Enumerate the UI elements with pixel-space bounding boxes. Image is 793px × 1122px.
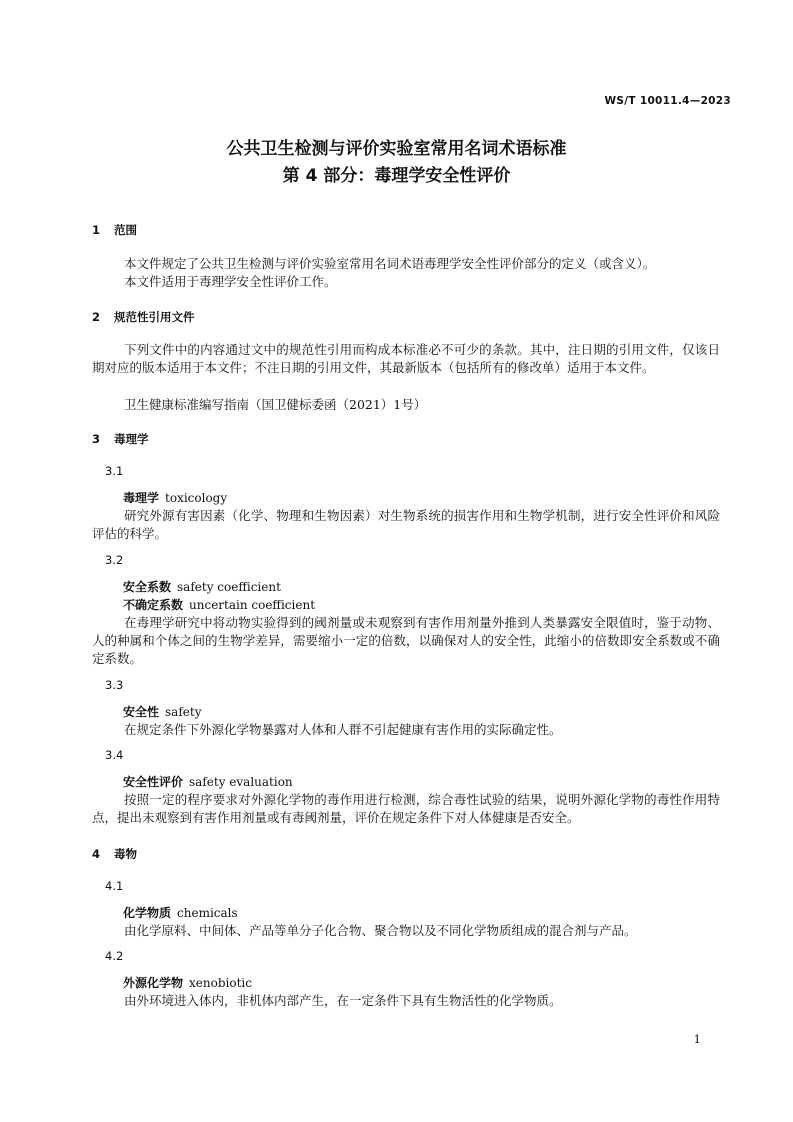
- section-number: 4: [92, 847, 101, 861]
- term-en: xenobiotic: [189, 976, 252, 990]
- entry-number: 3.3: [105, 678, 124, 692]
- section-number: 2: [92, 310, 101, 324]
- term-zh: 毒理学: [123, 491, 160, 505]
- entry-number: 4.1: [105, 879, 124, 893]
- paragraph: 下列文件中的内容通过文中的规范性引用而构成本标准必不可少的条款。其中，注日期的引用文件，仅该日期对应的版本适用于本文件；不注日期的引用文件，其最新版本（包括所有的修改单）适用于本文件。: [92, 342, 720, 375]
- term-zh: 外源化学物: [123, 976, 184, 990]
- term-en: safety: [165, 705, 202, 719]
- definition: 在毒理学研究中将动物实验得到的阈剂量或未观察到有害作用剂量外推到人类暴露安全限值时，鉴于动物、人的种属和个体之间的生物学差异，需要缩小一定的倍数，以确保对人的安全性，此缩小的倍数即安全系数或不确定系数。: [92, 615, 720, 666]
- reference-item: 卫生健康标准编写指南（国卫健标委函（2021）1号）: [124, 397, 427, 412]
- page-number: 1: [693, 1032, 701, 1046]
- section-title: 范围: [114, 223, 137, 237]
- term: [123, 489, 227, 506]
- term-en: safety coefficient: [177, 580, 281, 594]
- document-subtitle: 第 4 部分：毒理学安全性评价: [282, 166, 511, 186]
- term: [123, 703, 201, 720]
- section-heading-toxicants: [92, 846, 137, 862]
- entry-number: 3.2: [105, 553, 124, 567]
- section-number: 1: [92, 223, 101, 237]
- section-title: 毒理学: [114, 432, 149, 446]
- term: [123, 904, 238, 921]
- section-number: 3: [92, 432, 101, 446]
- entry-number: 3.4: [105, 748, 124, 762]
- entry-number: 3.1: [105, 464, 124, 478]
- document-title: 公共卫生检测与评价实验室常用名词术语标准: [226, 139, 567, 159]
- term-zh: 不确定系数: [123, 598, 184, 612]
- definition: 由化学原料、中间体、产品等单分子化合物、聚合物以及不同化学物质组成的混合剂与产品。: [124, 923, 637, 938]
- term: [123, 578, 281, 595]
- term-en: safety evaluation: [189, 775, 293, 789]
- term: [123, 773, 293, 790]
- term: [123, 974, 252, 991]
- definition: 按照一定的程序要求对外源化学物的毒作用进行检测，综合毒性试验的结果，说明外源化学物的毒性作用特点，提出未观察到有害作用剂量或有毒阈剂量，评价在规定条件下对人体健康是否安全。: [92, 792, 720, 825]
- section-title: 规范性引用文件: [114, 310, 195, 324]
- term-zh: 安全系数: [123, 580, 172, 594]
- section-heading-scope: [92, 222, 137, 238]
- entry-number: 4.2: [105, 949, 124, 963]
- paragraph: 本文件适用于毒理学安全性评价工作。: [124, 274, 337, 289]
- section-heading-normative-references: [92, 309, 195, 325]
- term-en: chemicals: [177, 906, 238, 920]
- term-en: uncertain coefficient: [189, 598, 316, 612]
- term-zh: 安全性: [123, 705, 160, 719]
- term-en: toxicology: [165, 491, 228, 505]
- standard-code: WS/T 10011.4—2023: [604, 95, 731, 107]
- section-title: 毒物: [114, 847, 137, 861]
- term-synonym: [123, 596, 315, 613]
- definition: 由外环境进入体内，非机体内部产生，在一定条件下具有生物活性的化学物质。: [124, 993, 562, 1008]
- term-zh: 化学物质: [123, 906, 172, 920]
- definition: 在规定条件下外源化学物暴露对人体和人群不引起健康有害作用的实际确定性。: [124, 722, 562, 737]
- term-zh: 安全性评价: [123, 775, 184, 789]
- definition: 研究外源有害因素（化学、物理和生物因素）对生物系统的损害作用和生物学机制，进行安全性评价和风险评估的科学。: [92, 508, 720, 541]
- paragraph: 本文件规定了公共卫生检测与评价实验室常用名词术语毒理学安全性评价部分的定义（或含义）。: [124, 256, 656, 271]
- section-heading-toxicology: [92, 431, 149, 447]
